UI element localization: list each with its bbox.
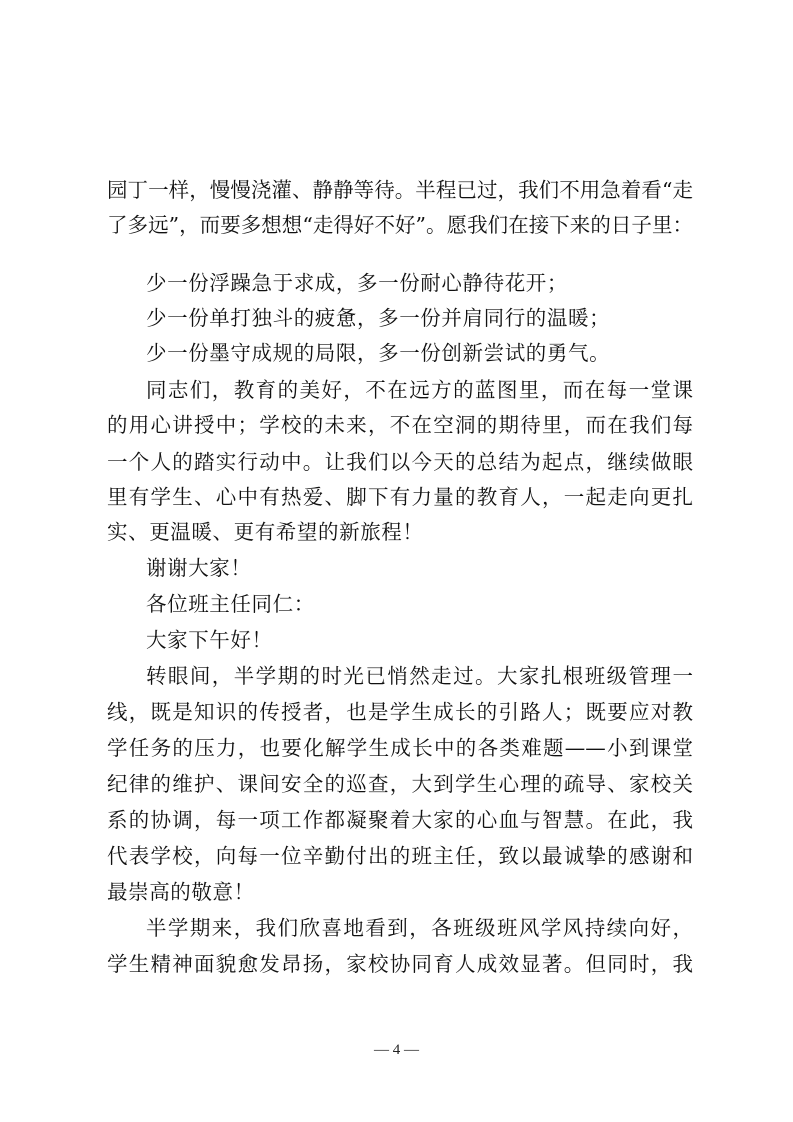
text-line: 大家下午好！ (146, 628, 273, 652)
text-line: 的用心讲授中；学校的未来，不在空洞的期待里，而在我们每 (107, 413, 693, 437)
text-line: 半学期来，我们欣喜地看到，各班级班风学风持续向好， (146, 916, 693, 940)
text-line: 学任务的压力，也要化解学生成长中的各类难题——小到课堂 (107, 736, 693, 760)
text-line: 同志们，教育的美好，不在远方的蓝图里，而在每一堂课 (146, 378, 693, 402)
text-line: 实、更温暖、更有希望的新旅程！ (107, 520, 424, 544)
text-line: 各位班主任同仁： (146, 592, 315, 616)
text-line: 代表学校，向每一位辛勤付出的班主任，致以最诚挚的感谢和 (107, 844, 693, 868)
text-line: 一个人的踏实行动中。让我们以今天的总结为起点，继续做眼 (107, 450, 693, 474)
text-line: 少一份单打独斗的疲惫，多一份并肩同行的温暖； (146, 306, 611, 330)
text-line: 里有学生、心中有热爱、脚下有力量的教育人，一起走向更扎 (107, 485, 693, 509)
text-line: 少一份墨守成规的局限，多一份创新尝试的勇气。 (146, 341, 611, 365)
text-line: 了多远”，而要多想想“走得好不好”。愿我们在接下来的日子里： (107, 213, 693, 237)
text-line: 纪律的维护、课间安全的巡查，大到学生心理的疏导、家校关 (107, 772, 693, 796)
text-line: 最崇高的敬意！ (107, 880, 255, 904)
text-line: 转眼间，半学期的时光已悄然走过。大家扎根班级管理一 (146, 664, 693, 688)
text-line: 系的协调，每一项工作都凝聚着大家的心血与智慧。在此，我 (107, 808, 693, 832)
text-line: 园丁一样，慢慢浇灌、静静等待。半程已过，我们不用急着看“走 (107, 178, 693, 202)
page-number: — 4 — (374, 1042, 419, 1058)
text-line: 谢谢大家！ (146, 556, 252, 580)
text-line: 学生精神面貌愈发昂扬，家校协同育人成效显著。但同时，我 (107, 952, 693, 976)
text-line: 线，既是知识的传授者，也是学生成长的引路人；既要应对教 (107, 700, 693, 724)
text-line: 少一份浮躁急于求成，多一份耐心静待花开； (146, 271, 568, 295)
